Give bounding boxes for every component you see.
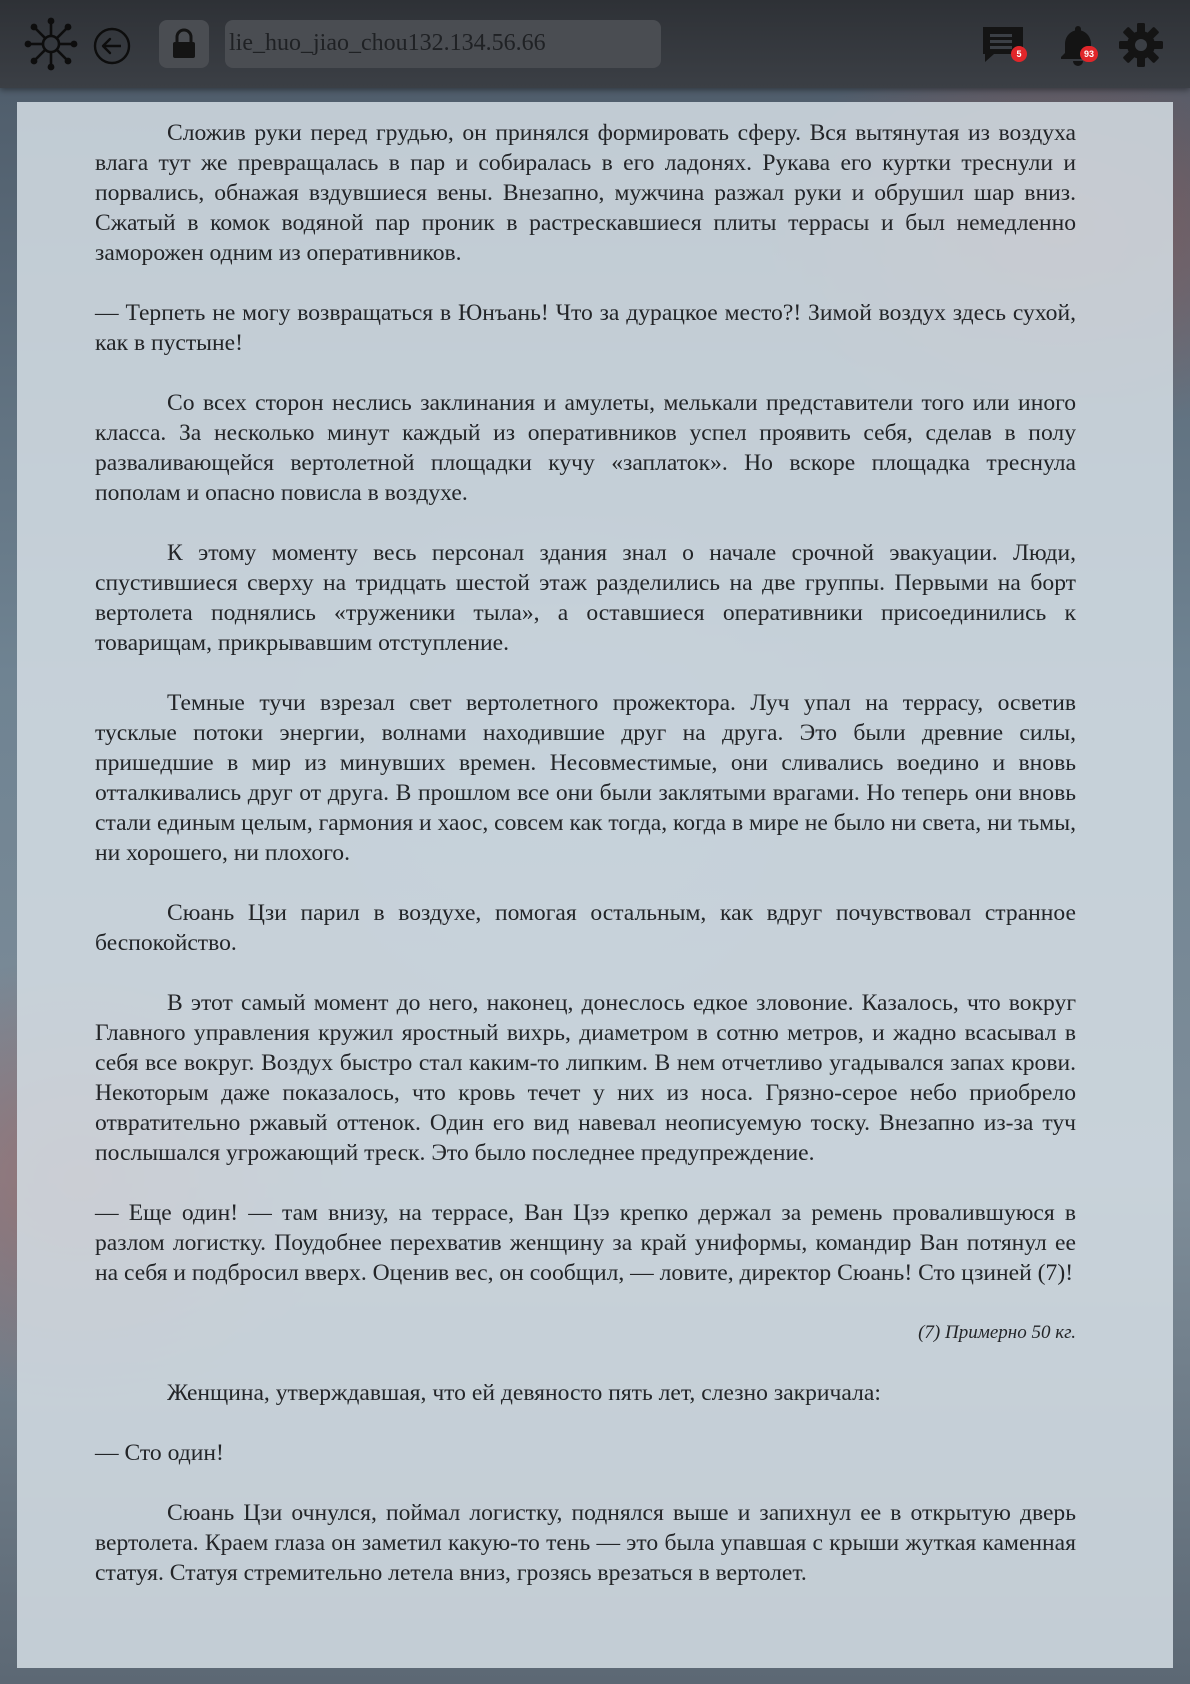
chapter-text [95, 118, 1076, 1588]
reader-page [17, 102, 1173, 1668]
address-bar[interactable]: lie_huo_jiao_chou132.134.56.66 [225, 20, 661, 68]
lock-button[interactable] [159, 20, 209, 68]
paragraph: В этот самый момент до него, наконец, донеслось едкое зловоние. Казалось, что вокруг Главного управления кружил яростный вихрь, диаметром в сотню метров, и жадно всасывал в себя все вокруг. Воздух быстро стал каким-то липким. В нем отчетливо угадывался запах крови. Некоторым даже показалось, что кровь течет у них из носа. Грязно-серое небо приобрело отвратительно ржавый оттенок. Один его вид навевал неописуемую тоску. Внезапно из-за туч послышался угрожающий треск. Это было последнее предупреждение. [95, 990, 1076, 1166]
notifications-badge: 93 [1080, 46, 1098, 62]
paragraph: Темные тучи взрезал свет вертолетного прожектора. Луч упал на террасу, осветив тусклые потоки энергии, волнами находившие друг на друга. Это были древние силы, пришедшие в мир из минувших времен. Несовместимые, они сливались воедино и вновь отталкивались друг от друга. В прошлом все они были заклятыми врагами. Но теперь они вновь стали единым целым, гармония и хаос, совсем как тогда, когда в мире не было ни света, ни тьмы, ни хорошего, ни плохого. [95, 690, 1076, 866]
network-hub-icon[interactable] [24, 17, 78, 71]
messages-badge: 5 [1011, 46, 1027, 62]
top-toolbar [0, 0, 1190, 88]
paragraph: — Еще один! — там внизу, на террасе, Ван Цзэ крепко держал за ремень провалившуюся в разлом логистку. Поудобнее перехватив женщину за край униформы, командир Ван потянул ее на себя и подбросил вверх. Оценив вес, он сообщил, — ловите, директор Сюань! Сто цзиней (7)! [95, 1200, 1076, 1286]
gear-icon[interactable] [1118, 22, 1164, 68]
paragraph: Сюань Цзи очнулся, поймал логистку, поднялся выше и запихнул ее в открытую дверь вертолета. Краем глаза он заметил какую-то тень — это была упавшая с крыши жуткая каменная статуя. Статуя стремительно летела вниз, грозясь врезаться в вертолет. [95, 1500, 1076, 1586]
paragraph: Сюань Цзи парил в воздухе, помогая остальным, как вдруг почувствовал странное беспокойство. [95, 900, 1076, 956]
paragraph: Женщина, утверждавшая, что ей девяносто пять лет, слезно закричала: [167, 1380, 881, 1406]
paragraph: — Сто один! [95, 1440, 224, 1466]
paragraph: Со всех сторон неслись заклинания и амулеты, мелькали представители того или иного класса. За несколько минут каждый из оперативников успел проявить себя, сделав в полу разваливающейся вертолетной площадки кучу «заплаток». Но вскоре площадка треснула пополам и опасно повисла в воздухе. [95, 390, 1076, 506]
paragraph: Сложив руки перед грудью, он принялся формировать сферу. Вся вытянутая из воздуха влага тут же превращалась в пар и собиралась в его ладонях. Рукава его куртки треснули и порвались, обнажая вздувшиеся вены. Внезапно, мужчина разжал руки и обрушил шар вниз. Сжатый в комок водяной пар проник в растрескавшиеся плиты террасы и был немедленно заморожен одним из оперативников. [95, 120, 1076, 266]
paragraph: — Терпеть не могу возвращаться в Юнъань! Что за дурацкое место?! Зимой воздух здесь сухой, как в пустыне! [95, 300, 1076, 356]
footnote: (7) Примерно 50 кг. [918, 1322, 1076, 1343]
paragraph: К этому моменту весь персонал здания знал о начале срочной эвакуации. Люди, спустившиеся сверху на тридцать шестой этаж разделились на две группы. Первыми на борт вертолета поднялись «труженики тыла», а оставшиеся оперативники присоединились к товарищам, прикрывавшим отступление. [95, 540, 1076, 656]
lock-icon [169, 28, 199, 60]
back-arrow-icon[interactable] [92, 26, 132, 66]
